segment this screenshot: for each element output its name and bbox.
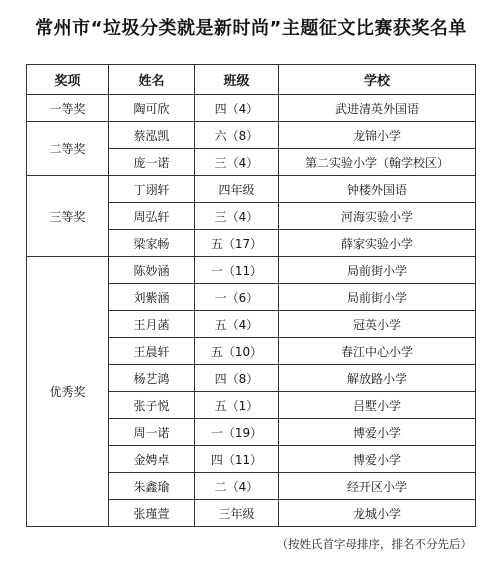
school-cell: 局前街小学 [279,284,476,311]
table-row [27,176,476,203]
class-cell: 四（4） [195,95,279,122]
award-level-cell: 一等奖 [27,95,109,122]
class-cell: 三（4） [195,149,279,176]
school-cell: 春江中心小学 [279,338,476,365]
award-table-body [27,95,476,527]
header-award: 奖项 [27,65,109,95]
school-cell: 河海实验小学 [279,203,476,230]
student-name-cell: 周弘轩 [109,203,195,230]
student-name-cell: 朱鑫瑜 [109,473,195,500]
school-cell: 龙城小学 [279,500,476,527]
school-cell: 冠英小学 [279,311,476,338]
class-cell: 二（4） [195,473,279,500]
school-cell: 武进清英外国语 [279,95,476,122]
header-school: 学校 [279,65,476,95]
class-cell: 一（6） [195,284,279,311]
student-name-cell: 金娉卓 [109,446,195,473]
class-cell: 一（19） [195,419,279,446]
school-cell: 薛家实验小学 [279,230,476,257]
award-level-cell: 三等奖 [27,176,109,257]
table-row [27,257,476,284]
student-name-cell: 王月菡 [109,311,195,338]
school-cell: 钟楼外国语 [279,176,476,203]
student-name-cell: 张瑾萱 [109,500,195,527]
student-name-cell: 周一诺 [109,419,195,446]
award-table [26,64,476,527]
student-name-cell: 杨艺鸿 [109,365,195,392]
class-cell: 五（1） [195,392,279,419]
student-name-cell: 梁家畅 [109,230,195,257]
class-cell: 四（11） [195,446,279,473]
school-cell: 吕墅小学 [279,392,476,419]
student-name-cell: 王晨轩 [109,338,195,365]
student-name-cell: 庞一诺 [109,149,195,176]
school-cell: 局前街小学 [279,257,476,284]
school-cell: 解放路小学 [279,365,476,392]
header-name: 姓名 [109,65,195,95]
class-cell: 四年级 [195,176,279,203]
class-cell: 六（8） [195,122,279,149]
class-cell: 四（8） [195,365,279,392]
student-name-cell: 陈妙涵 [109,257,195,284]
class-cell: 三年级 [195,500,279,527]
school-cell: 龙锦小学 [279,122,476,149]
school-cell: 博爱小学 [279,446,476,473]
class-cell: 五（17） [195,230,279,257]
student-name-cell: 陶可欣 [109,95,195,122]
sort-note: （按姓氏首字母排序，排名不分先后） [276,537,472,551]
class-cell: 一（11） [195,257,279,284]
student-name-cell: 丁诩轩 [109,176,195,203]
award-level-cell: 优秀奖 [27,257,109,527]
class-cell: 五（4） [195,311,279,338]
school-cell: 第二实验小学（翰学校区） [279,149,476,176]
table-row [27,95,476,122]
student-name-cell: 蔡泓凯 [109,122,195,149]
award-level-cell: 二等奖 [27,122,109,176]
header-class: 班级 [195,65,279,95]
student-name-cell: 刘紫涵 [109,284,195,311]
school-cell: 博爱小学 [279,419,476,446]
table-row [27,122,476,149]
school-cell: 经开区小学 [279,473,476,500]
class-cell: 三（4） [195,203,279,230]
table-header-row [27,65,476,95]
page-title: 常州市“垃圾分类就是新时尚”主题征文比赛获奖名单 [35,18,467,39]
class-cell: 五（10） [195,338,279,365]
student-name-cell: 张子悦 [109,392,195,419]
